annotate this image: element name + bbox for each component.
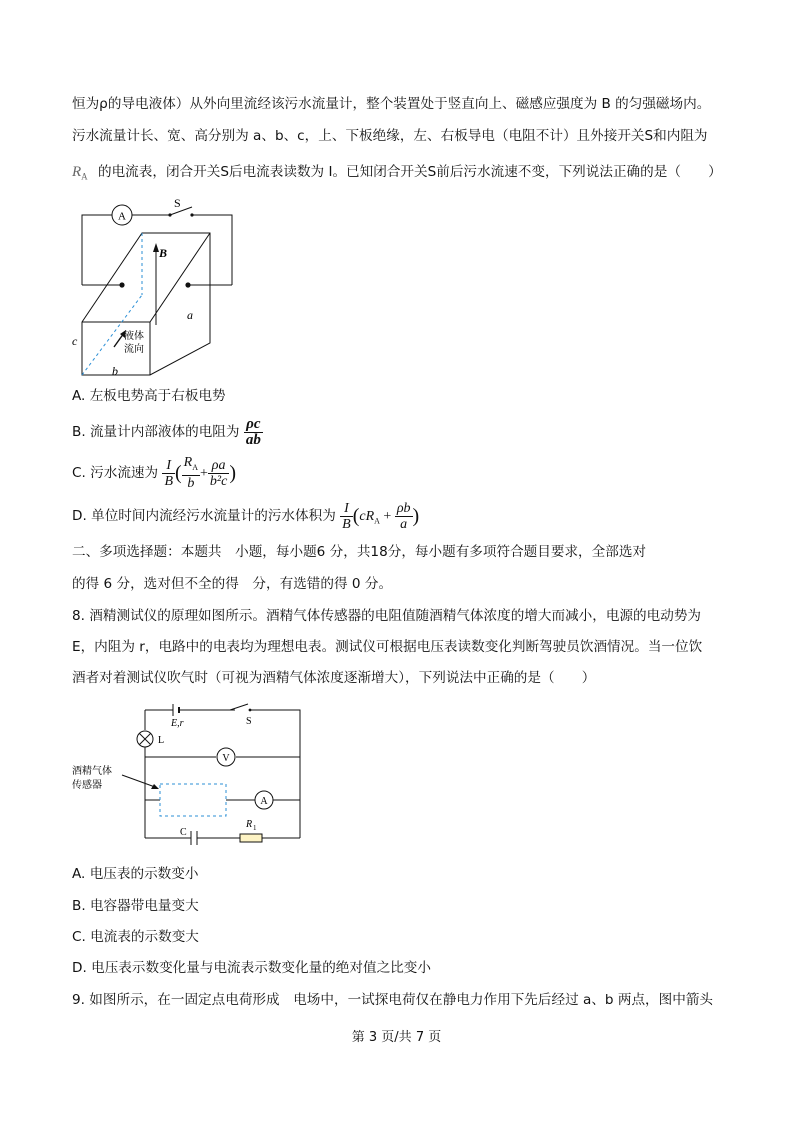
ra-subscript: A	[81, 171, 88, 182]
voltmeter-label: V	[222, 753, 230, 764]
alcohol-tester-circuit	[70, 700, 310, 850]
q8-option-a: A. 电压表的示数变小	[72, 866, 199, 882]
q8-line-3: 酒者对着测试仪吹气时（可视为酒精气体浓度逐渐增大），下列说法中正确的是（ ）	[72, 670, 596, 686]
capacitor-label: C	[180, 827, 187, 838]
q7-option-b	[72, 416, 263, 448]
lamp-label: L	[158, 735, 165, 746]
length-label: a	[187, 308, 193, 322]
q8-option-d: D. 电压表示数变化量与电流表示数变化量的绝对值之比变小	[72, 960, 431, 976]
ammeter-label: A	[118, 210, 126, 223]
q9-line-1: 9. 如图所示，在一固定点电荷形成 电场中，一试探电荷仅在静电力作用下先后经过 a、b 两点，图中箭头	[72, 992, 714, 1008]
height-label: c	[72, 334, 78, 348]
flow-label-1: 液体	[124, 331, 144, 342]
resistor-icon	[240, 834, 262, 842]
q7-option-c: C. 污水流速为 $\frac{I}{B}$ ( $\frac{R_A}{b}$ + $\frac{\rho a}{\text{b²c}}$ )	[72, 455, 237, 491]
page-footer: 第 3 页/共 7 页	[351, 1030, 442, 1045]
section2-line-2: 的得 6 分，选对但不全的得 分，有选错的得 0 分。	[72, 576, 393, 592]
q7-option-b-text: B. 流量计内部液体的电阻为	[72, 424, 240, 440]
source-label: E,r	[171, 718, 184, 729]
q7-option-a: A. 左板电势高于右板电势	[72, 388, 226, 404]
resistor-label: R	[246, 819, 253, 830]
intro-line-2: 污水流量计长、宽、高分别为 a、b、c，上、下板绝缘，左、右板导电（电阻不计）且外接开关S和内阻为	[72, 128, 708, 144]
q8-option-c: C. 电流表的示数变大	[72, 929, 199, 945]
flow-label-2: 流向	[124, 344, 144, 355]
switch-label: S	[174, 196, 181, 210]
resistor-subscript: 1	[253, 824, 257, 832]
intro-line-1: 恒为ρ的导电液体）从外向里流经该污水流量计，整个装置处于竖直向上、磁感应强度为 B 的匀强磁场内。	[72, 96, 711, 112]
sensor-label-1: 酒精气体	[72, 766, 112, 777]
flow-meter-figure	[70, 195, 250, 380]
section2-line-1: 二、多项选择题：本题共 小题，每小题6 分，共18分，每小题有多项符合题目要求，全部选对	[72, 544, 647, 560]
q7-option-d: D. 单位时间内流经污水流量计的污水体积为 $\frac{I}{B}$ ($cR_A$ + $\frac{\rho b}{a}$ )	[72, 500, 420, 532]
field-label: B	[159, 246, 168, 260]
q7-option-c-text: C. 污水流速为	[72, 465, 159, 481]
width-label: b	[112, 364, 118, 378]
q8-line-2: E，内阻为 r，电路中的电表均为理想电表。测试仪可根据电压表读数变化判断驾驶员饮酒情况。当一位饮	[72, 639, 703, 655]
intro-line-3-text: 的电流表，闭合开关S后电流表读数为 I。已知闭合开关S前后污水流速不变，下列说法正确的是（ ）	[98, 164, 722, 180]
q8-option-b: B. 电容器带电量变大	[72, 898, 199, 914]
intro-line-3	[72, 162, 722, 187]
q7-option-b-fraction: $\frac{\rho c}{ab}$	[245, 415, 261, 448]
sensor-label-2: 传感器	[72, 780, 102, 791]
sensor-box	[160, 784, 226, 816]
q8-line-1: 8. 酒精测试仪的原理如图所示。酒精气体传感器的电阻值随酒精气体浓度的增大而减小，电源的电动势为	[72, 608, 702, 624]
switch-label: S	[246, 716, 252, 727]
ra-symbol: R	[72, 164, 82, 180]
q7-option-d-text: D. 单位时间内流经污水流量计的污水体积为	[72, 508, 336, 524]
ammeter-label: A	[260, 796, 268, 807]
